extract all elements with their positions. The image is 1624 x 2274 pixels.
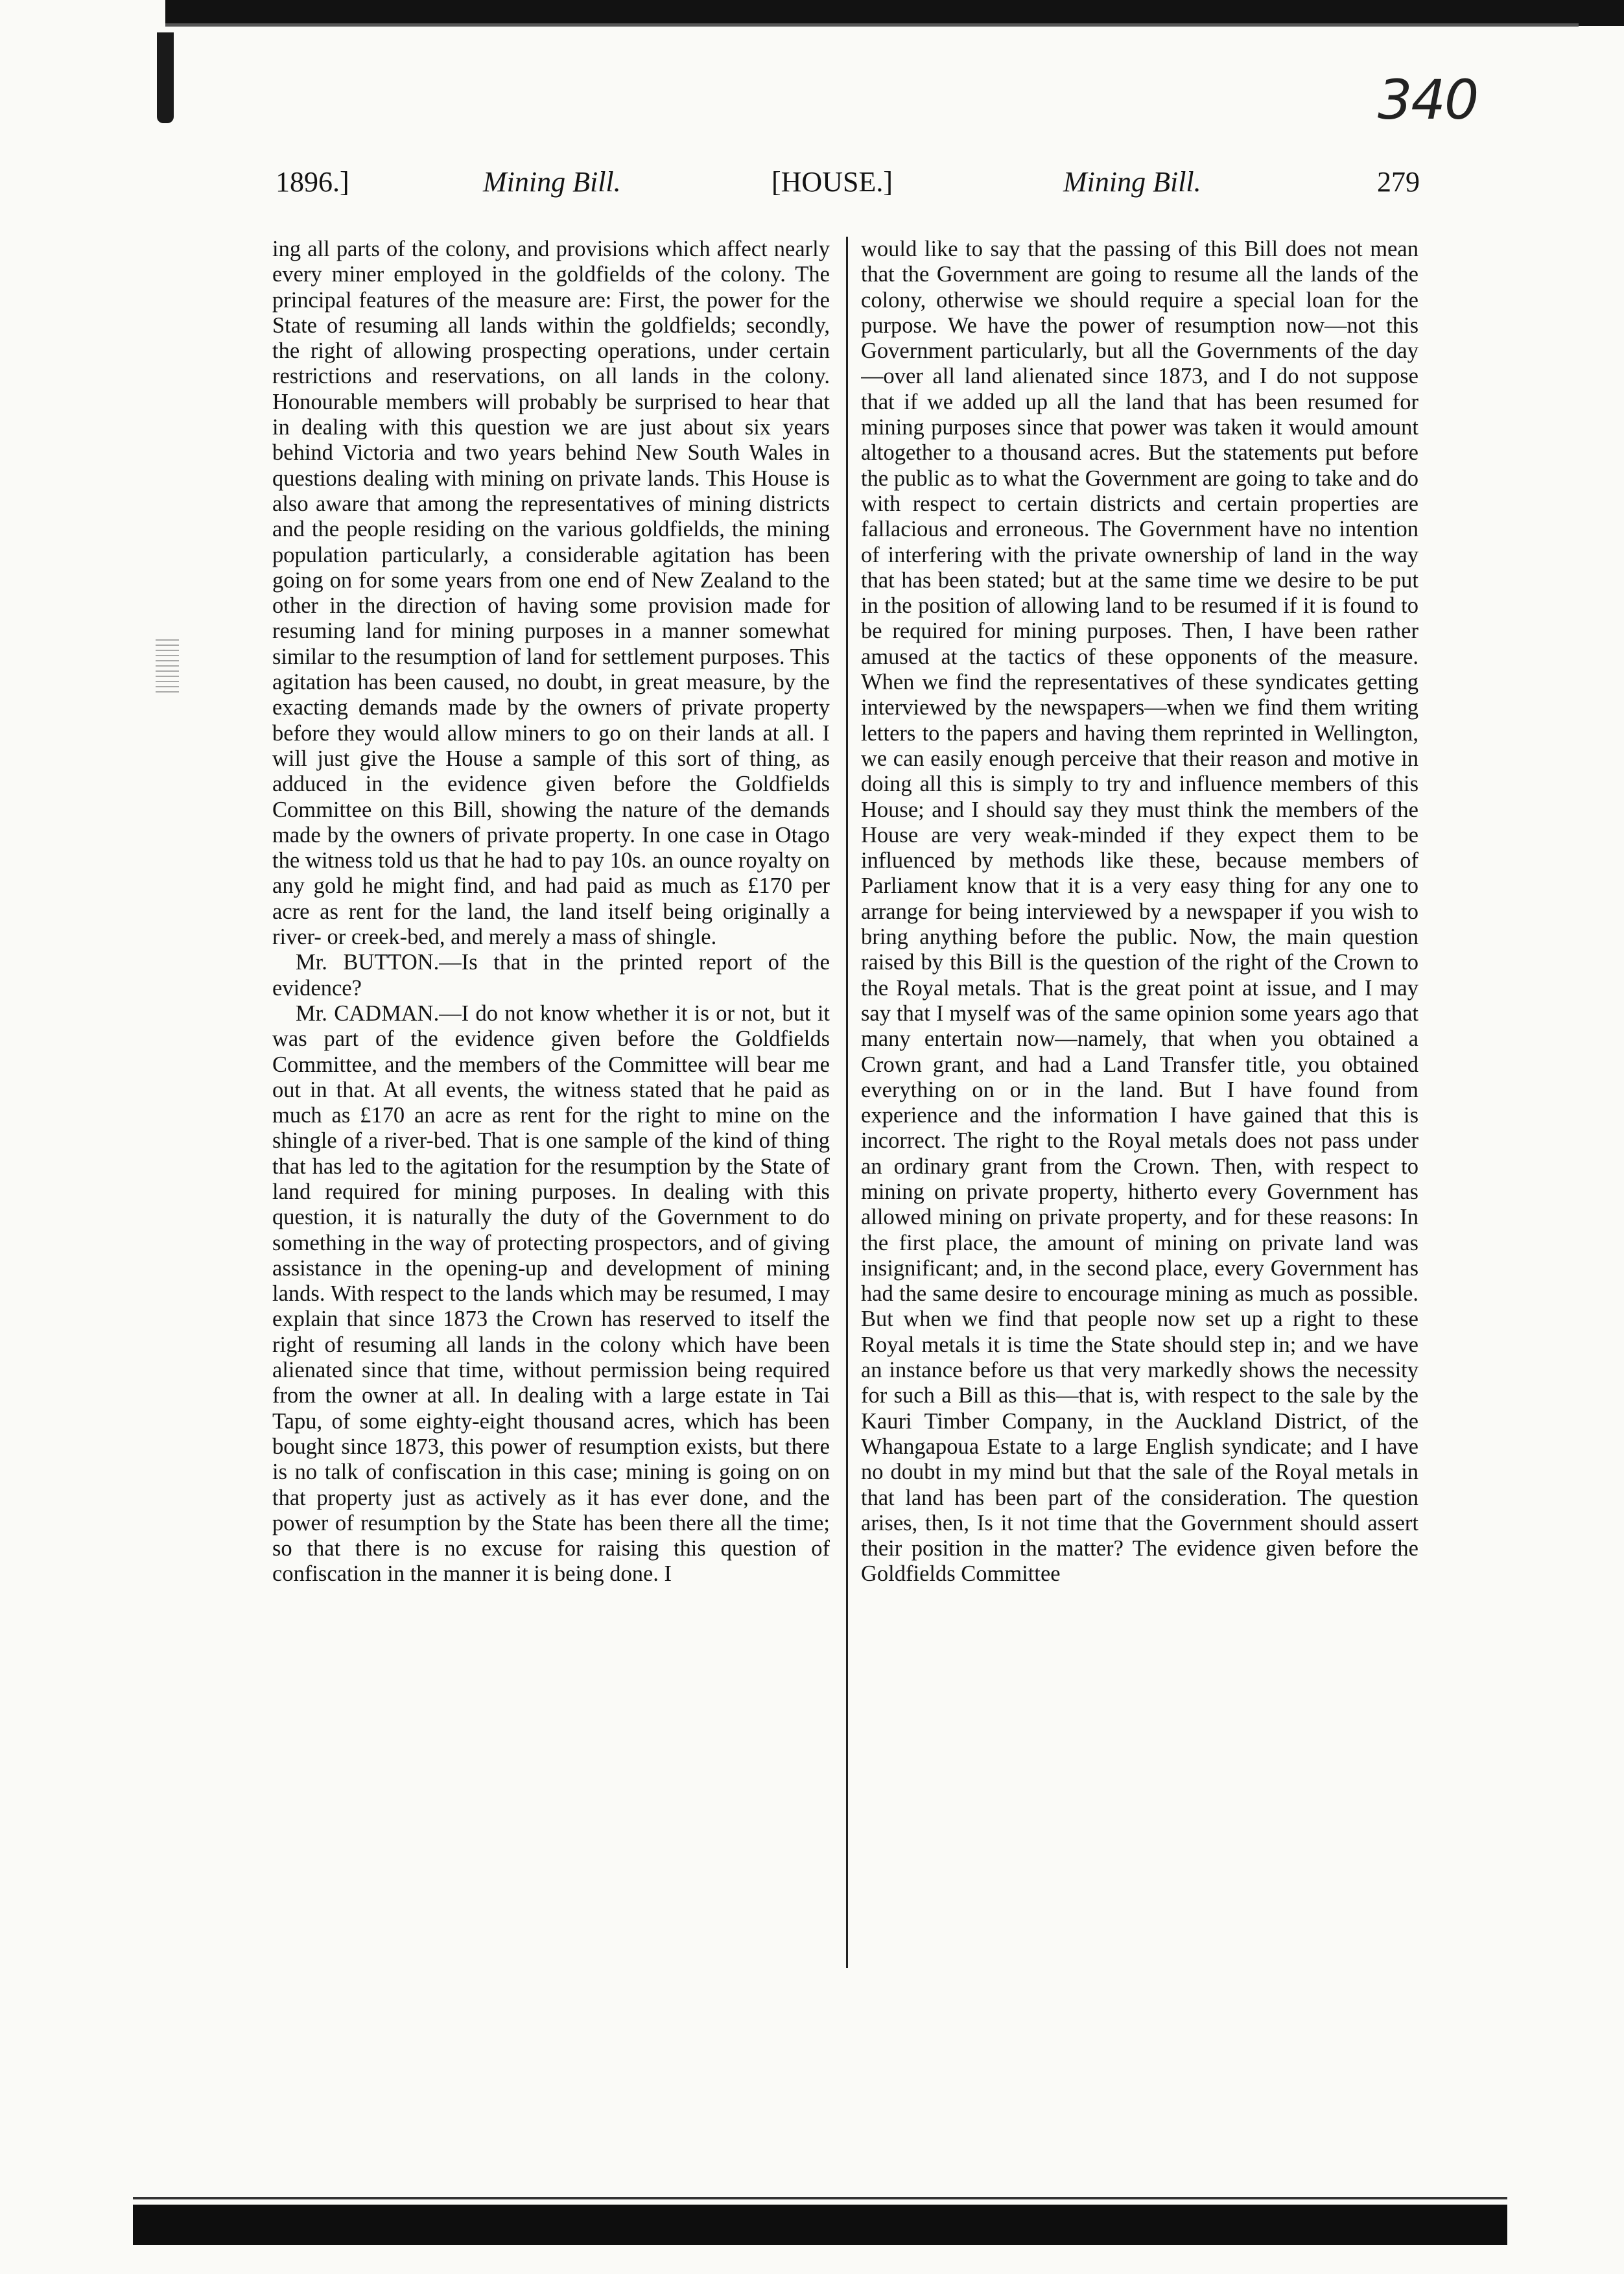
- left-paragraph-2: Mr. BUTTON.—Is that in the printed report of the evidence?: [272, 950, 830, 1001]
- left-column: [272, 237, 830, 1987]
- left-paragraph-1: ing all parts of the colony, and provisions which affect nearly every miner employed in the goldfields of the colony. The principal features of the measure are: First, the power for the State of resuming all lands within the goldfields; secondly, the right of allowing prospecting operations, under certain restrictions and reservations, on all lands in the colony. Honourable members will probably be surprised to hear that in dealing with this question we are just about six years behind Victoria and two years behind New South Wales in questions dealing with mining on private lands. This House is also aware that among the representatives of mining districts and the people residing on the various goldfields, the mining population particularly, a considerable agitation has been going on for some years from one end of New Zealand to the other in the direction of having some provision made for resuming land for mining purposes in a manner somewhat similar to the resumption of land for settlement purposes. This agitation has been caused, no doubt, in great measure, by the exacting demands made by the owners of private property before they would allow miners to go on their lands at all. I will just give the House a sample of this sort of thing, as adduced in the evidence given before the Goldfields Committee on this Bill, showing the nature of the demands made by the owners of private property. In one case in Otago the witness told us that he had to pay 10s. an ounce royalty on any gold he might find, and had paid as much as £170 per acre as rent for the land, the land itself being originally a river- or creek-bed, and merely a mass of shingle.: [272, 237, 830, 950]
- scan-bottom-line: [133, 2197, 1507, 2199]
- scan-top-edge: [165, 0, 1624, 26]
- scan-bottom-edge: [133, 2205, 1507, 2245]
- header-right-title: Mining Bill.: [1063, 166, 1201, 198]
- header-house: [HOUSE.]: [771, 166, 893, 198]
- scan-top-edge-line: [165, 23, 1579, 27]
- right-column: [861, 237, 1418, 1987]
- column-divider: [846, 237, 848, 1968]
- scan-speckle: [156, 635, 179, 694]
- header-year: 1896.]: [276, 166, 349, 198]
- running-header: [276, 165, 1420, 204]
- left-paragraph-3: Mr. CADMAN.—I do not know whether it is or not, but it was part of the evidence given before the Goldfields Committee, and the members of the Committee will bear me out in that. At all events, the witness stated that he paid as much as £170 an acre as rent for the right to mine on the shingle of a river-bed. That is one sample of the kind of thing that has led to the agitation for the resumption by the State of land required for mining purposes. In dealing with this question, it is naturally the duty of the Government to do something in the way of protecting prospectors, and of giving assistance in the opening-up and development of mining lands. With respect to the lands which may be resumed, I may explain that since 1873 the Crown has reserved to itself the right of resuming all lands in the colony which have been alienated since that time, without permission being required from the owner at all. In dealing with a large estate in Tai Tapu, of some eighty-eight thousand acres, which has been bought since 1873, this power of resumption exists, but there is no talk of confiscation in this case; mining is going on on that property just as actively as it has ever done, and the power of resumption by the State has been there all the time; so that there is no excuse for raising this question of confiscation in the manner it is being done. I: [272, 1001, 830, 1587]
- handwritten-folio-number: 340: [1378, 68, 1478, 132]
- header-page-number: 279: [1377, 166, 1420, 198]
- scan-binding-mark: [157, 32, 174, 123]
- header-left-title: Mining Bill.: [483, 166, 621, 198]
- right-paragraph-1: would like to say that the passing of this Bill does not mean that the Government are going to resume all the lands of the colony, otherwise we should require a special loan for the purpose. We have the power of resumption now—not this Government particularly, but all the Governments of the day—over all land alienated since 1873, and I do not suppose that if we added up all the land that has been resumed for mining purposes since that power was taken it would amount altogether to a thousand acres. But the statements put before the public as to what the Government are going to take and do with respect to certain districts and certain properties are fallacious and erroneous. The Government have no intention of interfering with the private ownership of land in the way that has been stated; but at the same time we desire to be put in the position of allowing land to be resumed if it is found to be required for mining purposes. Then, I have been rather amused at the tactics of these opponents of the measure. When we find the representatives of these syndicates getting interviewed by the newspapers—when we find them writing letters to the papers and having them reprinted in Wellington, we can easily enough perceive that their reason and motive in doing all this is simply to try and influence members of this House; and I should say they must think the members of the House are very weak-minded if they expect them to be influenced by methods like these, because members of Parliament know that it is a very easy thing for any one to arrange for being interviewed by a newspaper if you wish to bring anything before the public. Now, the main question raised by this Bill is the question of the right of the Crown to the Royal metals. That is the great point at issue, and I may say that I myself was of the same opinion some years ago that many entertain now—namely, that when you obtained a Crown grant, and had a Land Transfer title, you obtained everything on or in the land. But I have found from experience and the information I have gained that this is incorrect. The right to the Royal metals does not pass under an ordinary grant from the Crown. Then, with respect to mining on private property, hitherto every Government has allowed mining on private property, and for these reasons: In the first place, the amount of mining on private land was insignificant; and, in the second place, every Government has had the same desire to encourage mining as much as possible. But when we find that people now set up a right to these Royal metals it is time the State should step in; and we have an instance before us that very markedly shows the necessity for such a Bill as this—that is, with respect to the sale by the Kauri Timber Company, in the Auckland District, of the Whangapoua Estate to a large English syndicate; and I have no doubt in my mind but that the sale of the Royal metals in that land has been part of the consideration. The question arises, then, Is it not time that the Government should assert their position in the matter? The evidence given before the Goldfields Committee: [861, 237, 1418, 1587]
